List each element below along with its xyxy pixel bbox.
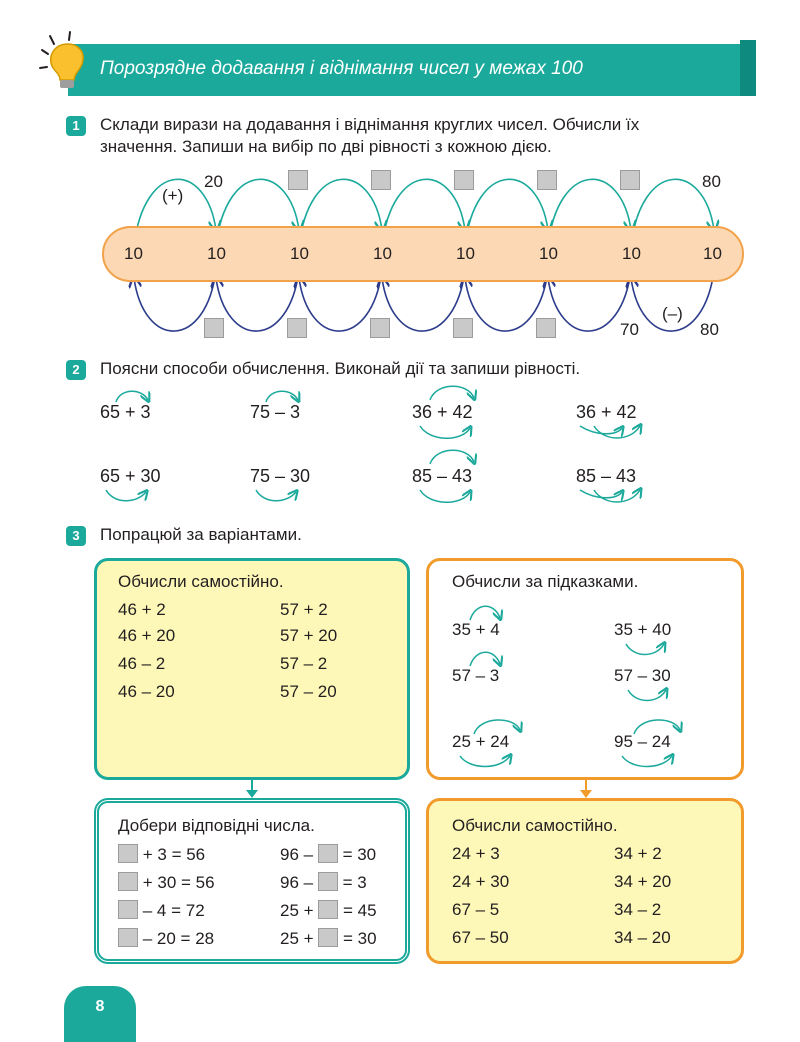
expression: 24 + 3: [452, 844, 500, 863]
band-value: 10: [373, 244, 392, 263]
expression: 57 – 3: [452, 666, 500, 685]
expression: 57 – 30: [614, 666, 671, 685]
blank-square: [318, 928, 338, 947]
minus-label: (–): [662, 304, 683, 323]
blank-square: [204, 318, 224, 338]
blank-square: [118, 900, 138, 919]
blank-square: [453, 318, 473, 338]
expression: 46 + 20: [118, 626, 176, 645]
expression: 67 – 5: [452, 900, 500, 919]
blank-square: [288, 170, 308, 190]
blank-square: [537, 170, 557, 190]
top-start-value: 20: [204, 172, 223, 191]
expression: 36 + 42: [576, 402, 637, 422]
equation-text: + 3 = 56: [142, 845, 206, 864]
box-title: Обчисли самостійно.: [118, 572, 284, 591]
blank-square: [536, 318, 556, 338]
expression: 95 – 24: [614, 732, 671, 751]
expression: 35 + 40: [614, 620, 672, 639]
equation-row: [118, 928, 214, 949]
equation-suffix: = 30: [342, 845, 377, 864]
equation-row: [118, 900, 205, 921]
box-title: Обчисли за підказками.: [452, 572, 639, 591]
task1-text-line1: Склади вирази на додавання і віднімання круглих чисел. Обчисли їх: [100, 115, 640, 134]
expression: 65 + 3: [100, 402, 151, 422]
equation-prefix: 96 –: [280, 873, 314, 892]
expression: 34 + 2: [614, 844, 662, 863]
equation-text: + 30 = 56: [142, 873, 215, 892]
down-arrow-icon: [240, 780, 264, 800]
band-value: 10: [703, 244, 722, 263]
expression: 75 – 30: [250, 466, 311, 486]
equation-prefix: 25 +: [280, 929, 314, 948]
equation-row: [280, 872, 367, 893]
blank-square: [370, 318, 390, 338]
down-arrow-icon: [574, 780, 598, 800]
task1-text-line2: значення. Запиши на вибір по дві рівності з кожною дією.: [100, 137, 552, 156]
blank-square: [318, 872, 338, 891]
equation-suffix: = 3: [342, 873, 367, 892]
expression: 85 – 43: [412, 466, 473, 486]
expression: 35 + 4: [452, 620, 500, 639]
blank-square: [118, 844, 138, 863]
band-value: 10: [290, 244, 309, 263]
plus-label: (+): [162, 186, 184, 205]
blank-square: [318, 900, 338, 919]
equation-row: [118, 844, 205, 865]
expression: 65 + 30: [100, 466, 161, 486]
blank-square: [620, 170, 640, 190]
expression: 34 + 20: [614, 872, 672, 891]
equation-row: [280, 928, 377, 949]
equation-row: [280, 844, 376, 865]
band-value: 10: [456, 244, 475, 263]
bottom-start-value: 70: [620, 320, 639, 339]
blank-square: [454, 170, 474, 190]
expression: 46 – 20: [118, 682, 175, 701]
box-title: Обчисли самостійно.: [452, 816, 618, 835]
task-number-badge: 2: [66, 360, 86, 380]
task-number-badge: 1: [66, 116, 86, 136]
blank-square: [118, 928, 138, 947]
expression: 36 + 42: [412, 402, 473, 422]
equation-prefix: 25 +: [280, 901, 314, 920]
title-banner-edge: [740, 40, 756, 96]
page-title: Порозрядне додавання і віднімання чисел у межах 100: [100, 58, 583, 79]
expression: 75 – 3: [250, 402, 301, 422]
equation-suffix: = 30: [343, 929, 377, 948]
expression: 34 – 20: [614, 928, 671, 947]
box-title: Добери відповідні числа.: [118, 816, 315, 835]
equation-row: [118, 872, 215, 893]
expression: 34 – 2: [614, 900, 662, 919]
blank-square: [371, 170, 391, 190]
equation-row: [280, 900, 377, 921]
lightbulb-icon: [36, 30, 100, 94]
task2-text: Поясни способи обчислення. Виконай дії та запиши рівності.: [100, 359, 581, 378]
expression: 46 + 2: [118, 600, 166, 619]
blank-square: [118, 872, 138, 891]
equation-prefix: 96 –: [280, 845, 314, 864]
band-value: 10: [207, 244, 226, 263]
blank-square: [287, 318, 307, 338]
expression: 85 – 43: [576, 466, 637, 486]
task-number-badge: 3: [66, 526, 86, 546]
expression: 57 + 2: [280, 600, 328, 619]
equation-suffix: = 45: [343, 901, 377, 920]
band-value: 10: [539, 244, 558, 263]
expression: 57 – 20: [280, 682, 337, 701]
number-band: [102, 226, 744, 282]
hint-arcs-box2: [430, 596, 740, 776]
expression: 57 – 2: [280, 654, 328, 673]
task3-text: Попрацюй за варіантами.: [100, 525, 302, 544]
top-end-value: 80: [702, 172, 721, 191]
expression: 57 + 20: [280, 626, 338, 645]
expression: 46 – 2: [118, 654, 166, 673]
bottom-end-value: 80: [700, 320, 719, 339]
band-value: 10: [622, 244, 641, 263]
expression: 24 + 30: [452, 872, 510, 891]
equation-text: – 20 = 28: [142, 929, 215, 948]
hint-arcs: [0, 380, 800, 510]
expression: 67 – 50: [452, 928, 509, 947]
expression: 25 + 24: [452, 732, 510, 751]
band-value: 10: [124, 244, 143, 263]
page-number: 8: [95, 998, 105, 1015]
blank-square: [318, 844, 338, 863]
equation-text: – 4 = 72: [142, 901, 205, 920]
